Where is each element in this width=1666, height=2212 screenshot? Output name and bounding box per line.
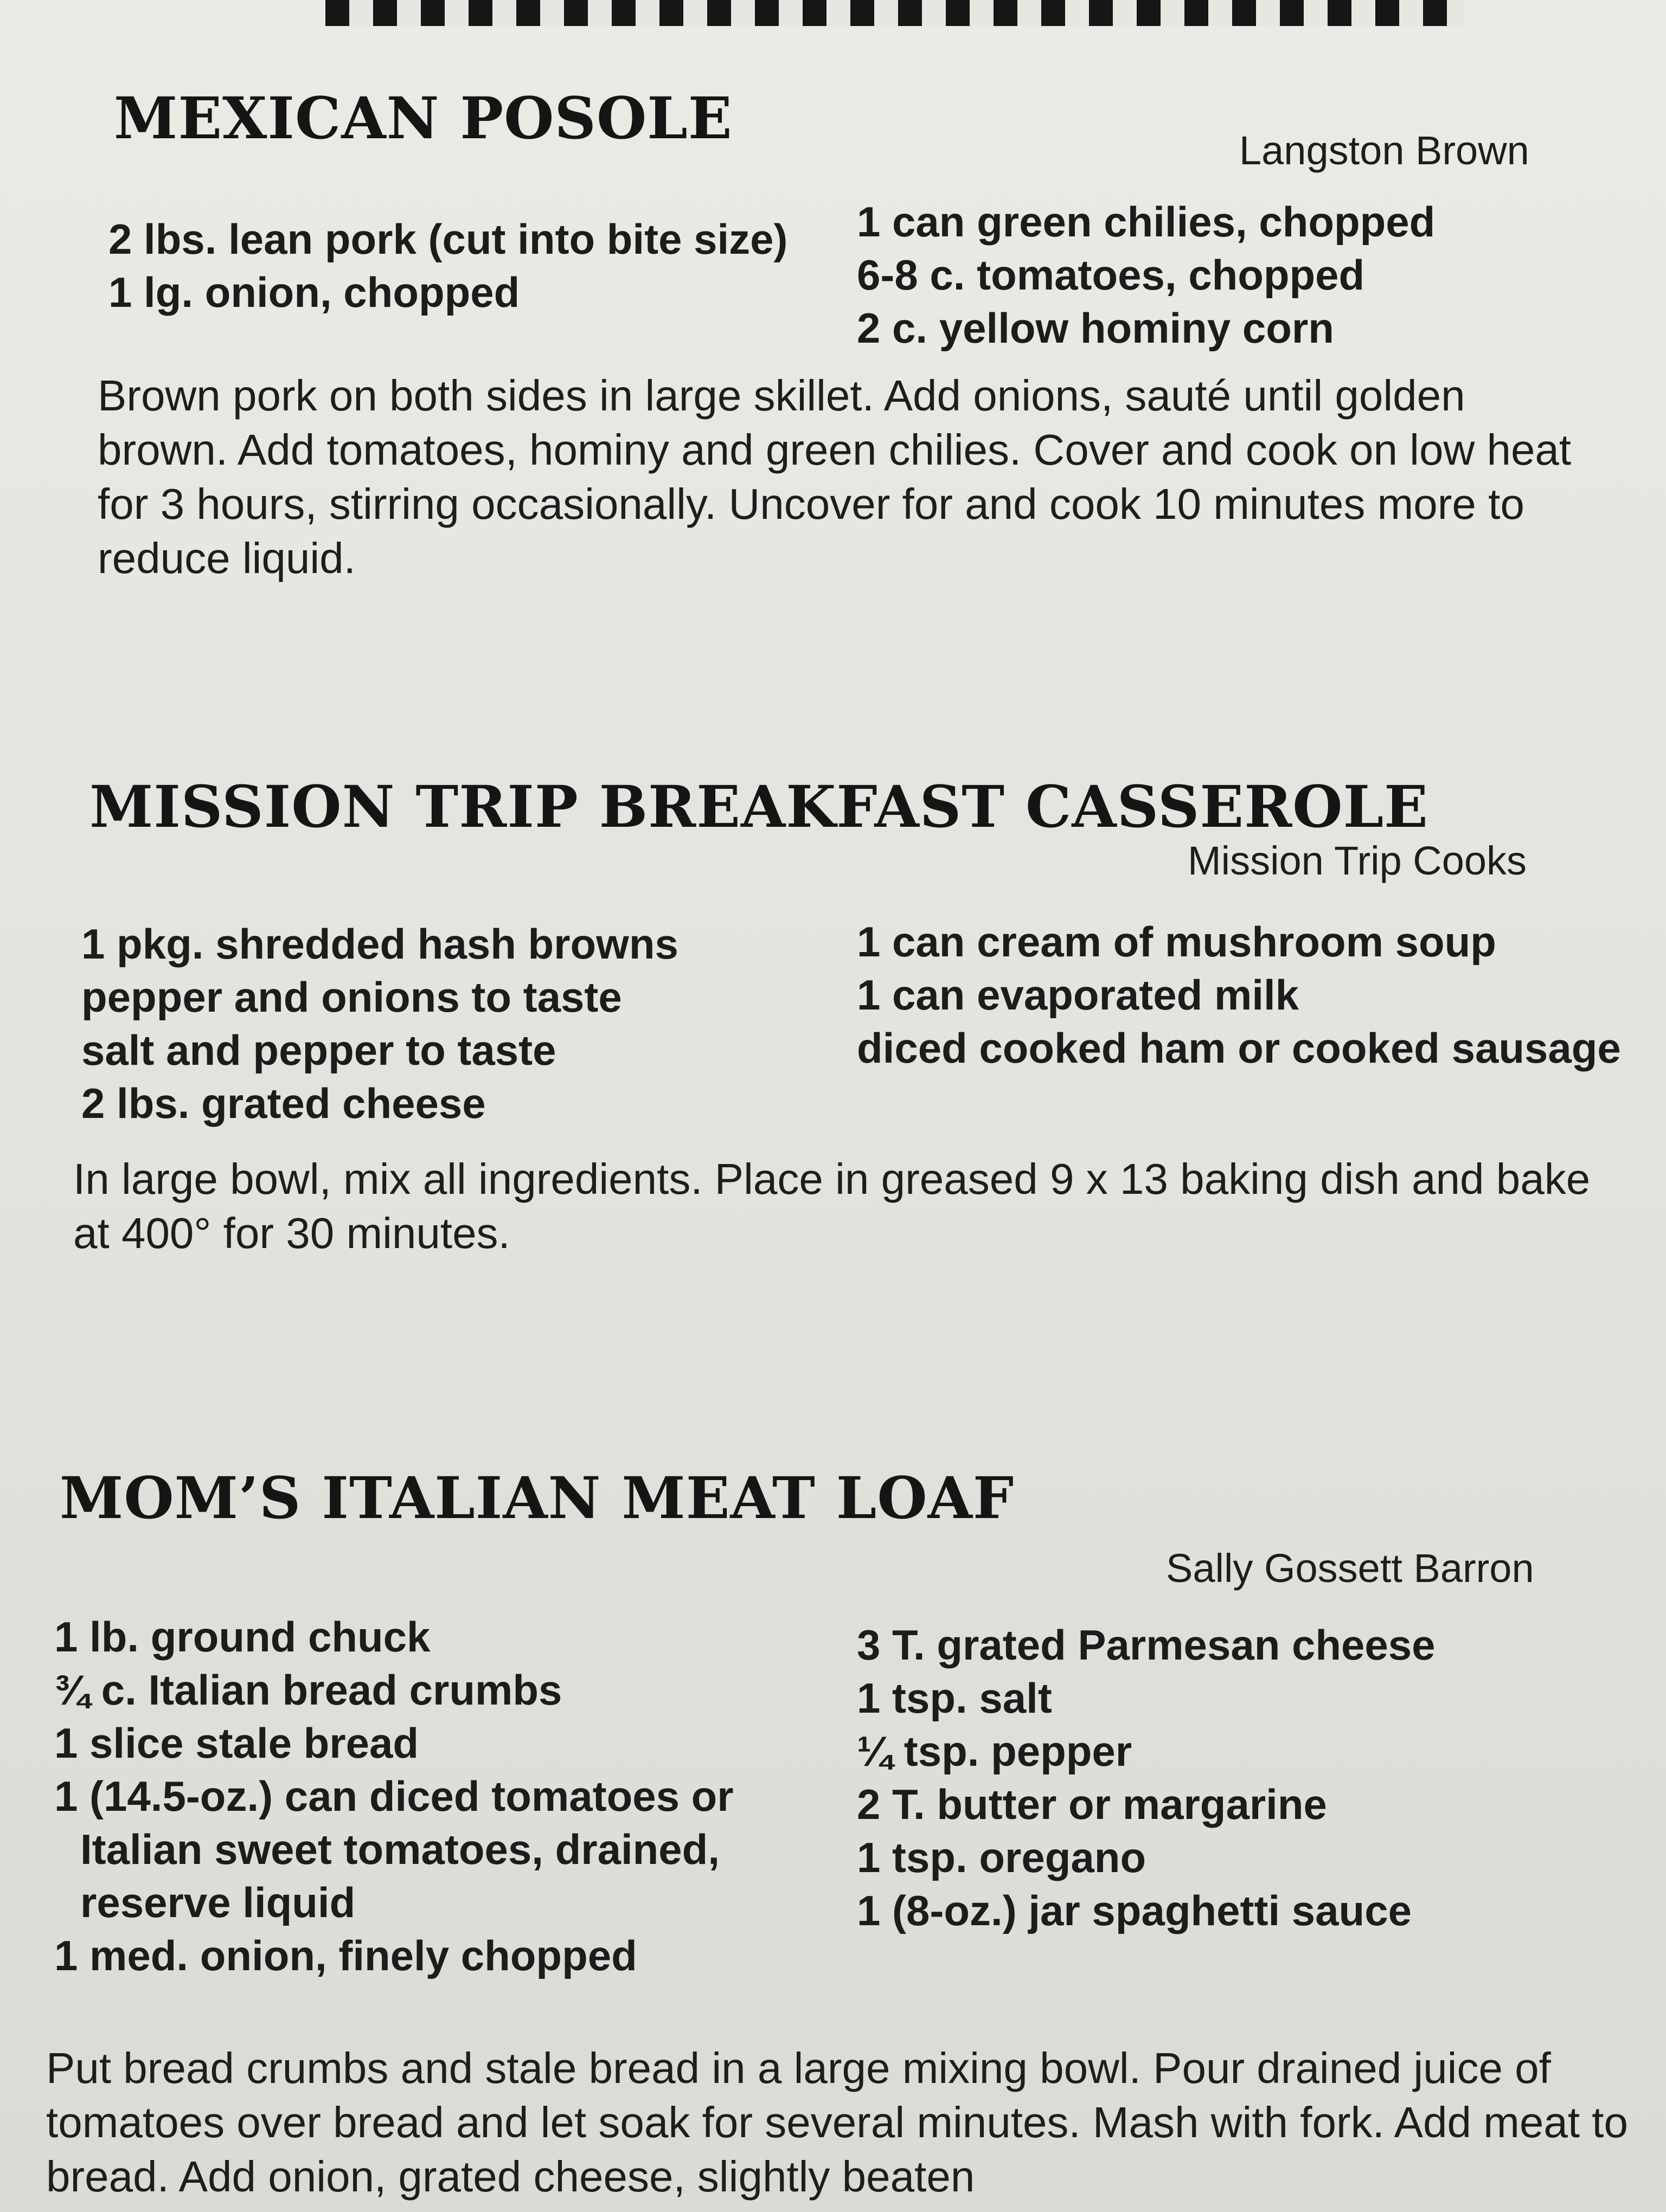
recipe-title: MOM’S ITALIAN MEAT LOAF: [60, 1464, 1015, 1532]
recipe-contributor: Langston Brown: [1239, 128, 1529, 173]
ingredient: 1 med. onion, finely chopped: [54, 1932, 637, 1979]
ingredient: 1 lb. ground chuck: [54, 1613, 431, 1661]
ingredient: 1 (14.5-oz.) can diced tomatoes or Italian sweet tomatoes, drained, reserve liquid: [54, 1772, 734, 1926]
ingredient: 6-8 c. tomatoes, chopped: [857, 251, 1365, 299]
recipe-title: MEXICAN POSOLE: [114, 84, 733, 152]
recipe-contributor: Sally Gossett Barron: [1166, 1546, 1534, 1591]
ingredient-list-left: [81, 917, 841, 1130]
ingredient: 1 (8-oz.) jar spaghetti sauce: [857, 1887, 1412, 1934]
ingredient: 1 pkg. shredded hash browns: [81, 920, 678, 968]
ingredient: 3 T. grated Parmesan cheese: [857, 1621, 1436, 1669]
ingredient: diced cooked ham or cooked sausage: [857, 1024, 1621, 1072]
recipe-title: MISSION TRIP BREAKFAST CASSEROLE: [89, 773, 1428, 840]
ingredient: 1 tsp. oregano: [857, 1834, 1146, 1881]
ingredient: salt and pepper to taste: [81, 1026, 556, 1074]
ingredient: 1 slice stale bread: [54, 1719, 419, 1767]
checkered-border: [325, 0, 1464, 26]
ingredient: 1 can green chilies, chopped: [857, 198, 1436, 246]
ingredient: ¾ c. Italian bread crumbs: [54, 1666, 562, 1714]
ingredient: pepper and onions to taste: [81, 973, 622, 1021]
recipe-directions: Brown pork on both sides in large skillet. Add onions, sauté until golden brown. Add tomatoes, hominy and green chilies. Cover and cook on low heat for 3 hours, stirring occasionally. Uncover for and cook 10 minutes more to reduce liquid.: [98, 371, 1572, 582]
recipe-directions: Put bread crumbs and stale bread in a large mixing bowl. Pour drained juice of tomatoes over bread and let soak for several minutes. Mash with fork. Add meat to bread. Add onion, grated cheese, slightly beaten: [46, 2044, 1628, 2201]
ingredient: 2 T. butter or margarine: [857, 1780, 1327, 1828]
recipe-directions: In large bowl, mix all ingredients. Place in greased 9 x 13 baking dish and bake at 400° for 30 minutes.: [73, 1155, 1591, 1257]
ingredient: 2 lbs. grated cheese: [81, 1079, 486, 1127]
ingredient-list-right: [857, 915, 1627, 1075]
ingredient: 1 tsp. salt: [857, 1674, 1052, 1722]
ingredient: ¼ tsp. pepper: [857, 1727, 1132, 1775]
ingredient-list-right: [857, 1618, 1638, 1937]
ingredient: 1 lg. onion, chopped: [108, 268, 520, 316]
ingredient-list-left: [54, 1610, 824, 1982]
ingredient-list-right: [857, 195, 1627, 355]
ingredient: 1 can cream of mushroom soup: [857, 918, 1496, 966]
ingredient-list-left: [108, 213, 813, 319]
ingredient: 2 c. yellow hominy corn: [857, 304, 1334, 352]
recipe-contributor: Mission Trip Cooks: [1188, 838, 1527, 883]
ingredient: 2 lbs. lean pork (cut into bite size): [108, 215, 788, 263]
ingredient: 1 can evaporated milk: [857, 971, 1299, 1019]
